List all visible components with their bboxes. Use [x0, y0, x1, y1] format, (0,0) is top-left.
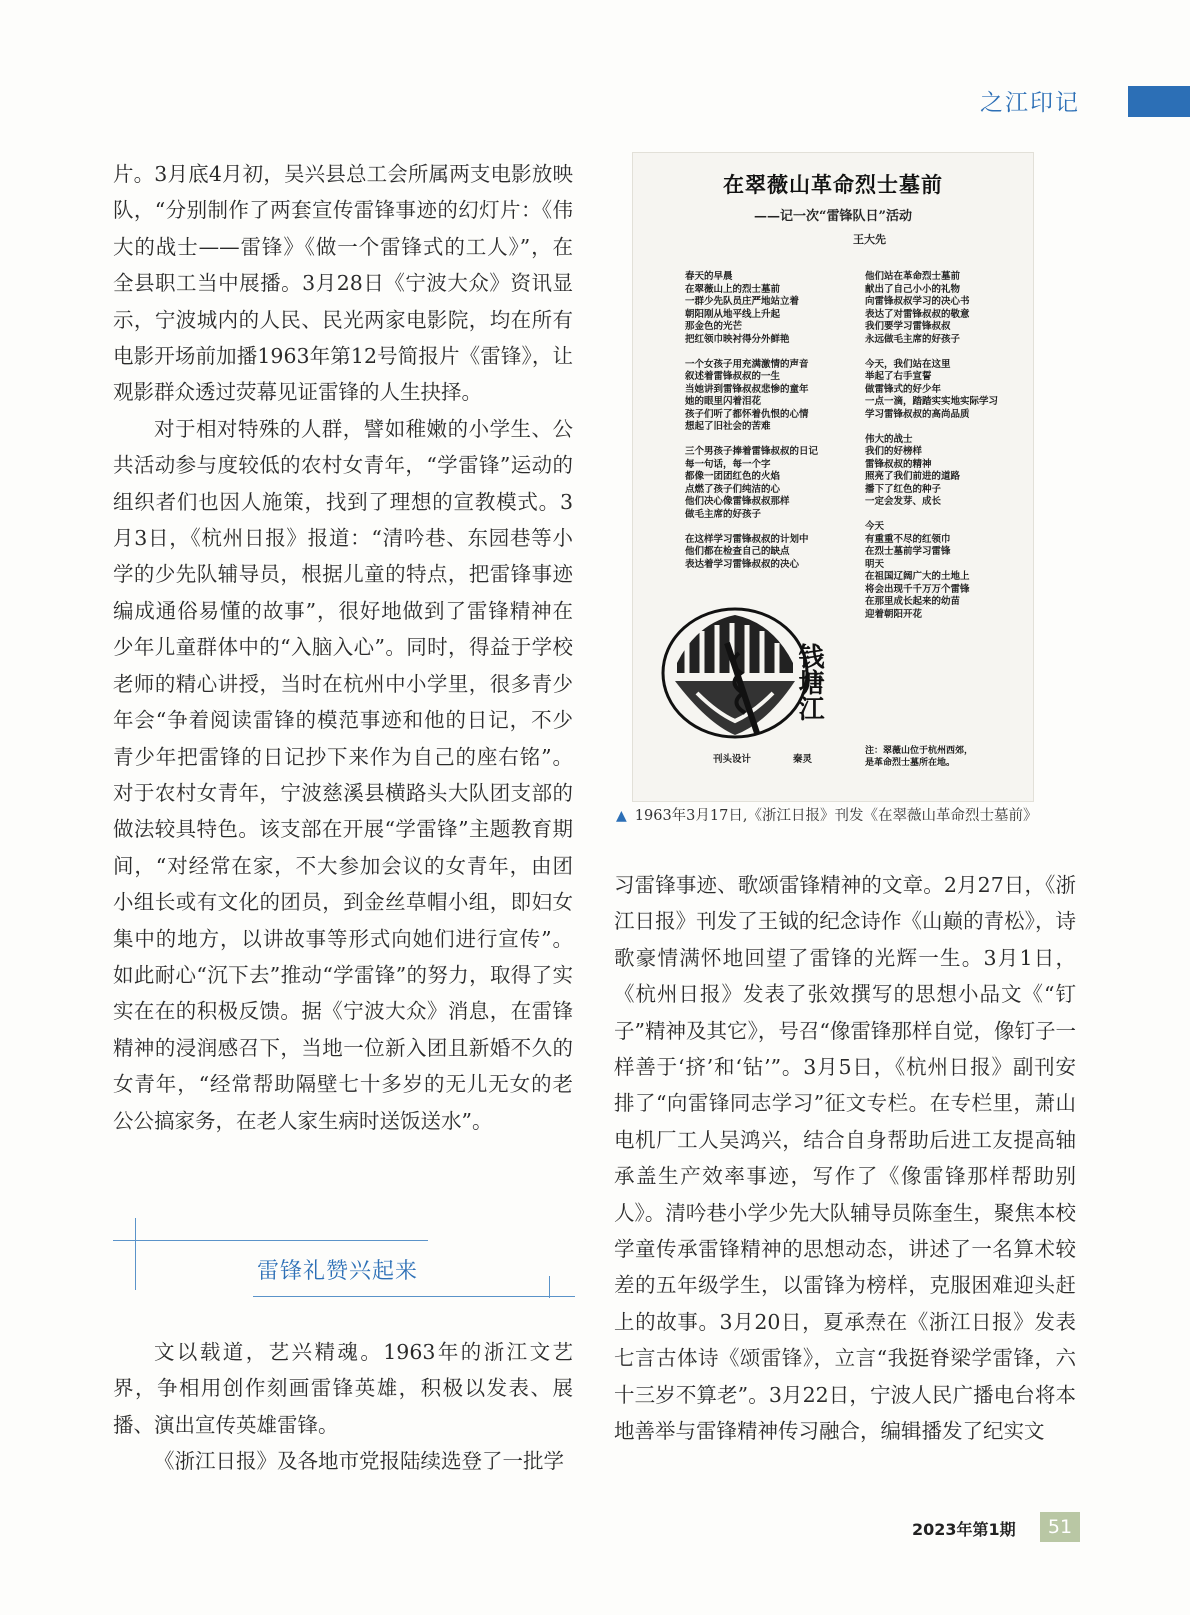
- clipping-credit-label: 刊头设计: [713, 754, 752, 765]
- clipping-poem-left: 春天的早晨 在翠薇山上的烈士墓前 一群少先队员庄严地站立着 朝阳刚从地平线上升起 那金色的光芒 把红领巾映衬得分外鲜艳 一个女孩子用充满激情的声音 叙述着雷锋叔叔的一生 当她讲到雷锋叔叔悲惨的童年 她的眼里闪着泪花 孩子们听了都怀着仇恨的心情 想起了旧社会的苦难 三个男孩子捧着雷锋叔叔的日记 每一句话，每一个字 都像一团团红色的火焰 点燃了孩子们纯洁的心 他们决心像雷锋叔叔那样 做毛主席的好孩子 在这样学习雷锋叔叔的计划中 他们都在检查自己的缺点 表达着学习雷锋叔叔的决心: [685, 271, 819, 570]
- right-column: [614, 867, 1076, 1450]
- left-column: [113, 156, 573, 1139]
- issue-label: 2023年第1期: [912, 1520, 1016, 1539]
- paragraph: 文以载道，艺兴精魂。1963年的浙江文艺界，争相用创作刻画雷锋英雄，积极以发表、展播、演出宣传英雄雷锋。: [113, 1340, 573, 1437]
- section-heading-block: [113, 1218, 575, 1298]
- paragraph: 对于相对特殊的人群，譬如稚嫩的小学生、公共活动参与度较低的农村女青年，“学雷锋”运动的组织者们也因人施策，找到了理想的宣教模式。3月3日，《杭州日报》报道：“清吟巷、东园巷等小学的少先队辅导员，根据儿童的特点，把雷锋事迹编成通俗易懂的故事”，很好地做到了雷锋精神在少年儿童群体中的“入脑入心”。同时，得益于学校老师的精心讲授，当时在杭州中小学里，很多青少年会“争着阅读雷锋的模范事迹和他的日记，不少青少年把雷锋的日记抄下来作为自己的座右铭”。对于农村女青年，宁波慈溪县横路头大队团支部的做法较具特色。该支部在开展“学雷锋”主题教育期间，“对经常在家，不大参加会议的女青年，由团小组长或有文化的团员，到金丝草帽小组，即妇女集中的地方，以讲故事等形式向她们进行宣传”。如此耐心“沉下去”推动“学雷锋”的努力，取得了实实在在的积极反馈。据《宁波大众》消息，在雷锋精神的浸润感召下，当地一位新入团且新婚不久的女青年，“经常帮助隔壁七十多岁的无儿无女的老公公搞家务，在老人家生病时送饭送水”。: [113, 416, 573, 1133]
- heading-rule-left: [135, 1218, 136, 1290]
- clipping-credit-name: 秦灵: [793, 754, 813, 765]
- heading-rule-bottom: [253, 1296, 575, 1297]
- seal-text: 钱塘江: [794, 643, 824, 721]
- paragraph: 习雷锋事迹、歌颂雷锋精神的文章。2月27日，《浙江日报》刊发了王钺的纪念诗作《山巅的青松》，诗歌豪情满怀地回望了雷锋的光辉一生。3月1日，《杭州日报》发表了张效撰写的思想小品文《“钉子”精神及其它》，号召“像雷锋那样自觉，像钉子一样善于‘挤’和‘钻’”。3月5日，《杭州日报》副刊安排了“向雷锋同志学习”征文专栏。在专栏里，萧山电机厂工人吴鸿兴，结合自身帮助后进工友提高轴承盖生产效率事迹，写作了《像雷锋那样帮助别人》。清吟巷小学少先大队辅导员陈奎生，聚焦本校学童传承雷锋精神的思想动态，讲述了一名算术较差的五年级学生，以雷锋为榜样，克服困难迎头赶上的故事。3月20日，夏承焘在《浙江日报》发表七言古体诗《颂雷锋》，立言“我挺脊梁学雷锋，六十三岁不算老”。3月22日，宁波人民广播电台将本地善举与雷锋精神传习融合，编辑播发了纪实文: [614, 873, 1076, 1444]
- heading-rule-top: [113, 1240, 428, 1241]
- heading-rule-right: [549, 1276, 550, 1298]
- clipping-subtitle: ——记一次“雷锋队日”活动: [754, 209, 912, 224]
- page-number: 51: [1040, 1512, 1080, 1542]
- figure-caption: [616, 804, 1076, 825]
- paragraph: 《浙江日报》及各地市党报陆续选登了一批学: [154, 1449, 564, 1474]
- section-title: 雷锋礼赞兴起来: [257, 1259, 419, 1284]
- section-body: [113, 1334, 573, 1480]
- caption-text: 1963年3月17日,《浙江日报》刊发《在翠薇山革命烈士墓前》: [634, 808, 1038, 824]
- header-color-bar: [1128, 86, 1190, 117]
- paragraph: 片。3月底4月初，吴兴县总工会所属两支电影放映队，“分别制作了两套宣传雷锋事迹的幻灯片：《伟大的战士——雷锋》《做一个雷锋式的工人》”，在全县职工当中展播。3月28日《宁波大众》资讯显示，宁波城内的人民、民光两家电影院，均在所有电影开场前加播1963年第12号简报片《雷锋》，让观影群众透过荧幕见证雷锋的人生抉择。: [113, 162, 573, 405]
- clipping-author: 王大先: [853, 233, 886, 246]
- clipping-title: 在翠薇山革命烈士墓前: [723, 172, 943, 197]
- newspaper-clipping-image: [632, 152, 1034, 802]
- section-header-title: 之江印记: [980, 90, 1080, 116]
- clipping-poem-right: 他们站在革命烈士墓前 献出了自己小小的礼物 向雷锋叔叔学习的决心书 表达了对雷锋叔叔的敬意 我们要学习雷锋叔叔 永远做毛主席的好孩子 今天，我们站在这里 举起了右手宣誓 做雷锋式的好少年 一点一滴，踏踏实实地实际学习 学习雷锋叔叔的高尚品质 伟大的战士 我们的好榜样 雷锋叔叔的精神 照亮了我们前进的道路 播下了红色的种子 一定会发芽、成长 今天 有重重不尽的红领巾 在烈士墓前学习雷锋 明天 在祖国辽阔广大的土地上 将会出现千千万万个雷锋 在那里成长起来的幼苗 迎着朝阳开花: [865, 271, 999, 620]
- woodcut-seal-icon: [657, 603, 847, 743]
- triangle-up-icon: ▲: [616, 808, 627, 824]
- clipping-footnote: 注：翠薇山位于杭州西郊， 是革命烈士墓所在地。: [865, 746, 974, 768]
